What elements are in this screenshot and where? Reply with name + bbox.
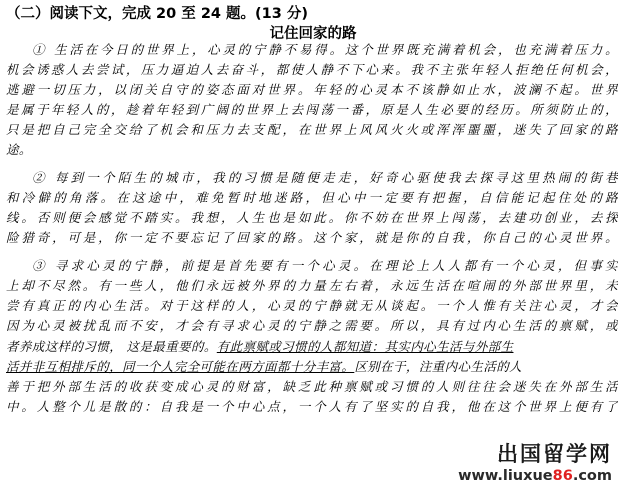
text-line: 机会诱惑人去尝试，压力逼迫人去奋斗，都使人静不下心来。我不主张年轻人拒绝任何机会，: [6, 62, 618, 77]
text-line: 尝有真正的内心生活。对于这样的人，心灵的宁静就无从谈起。一个人惟有关注心灵，才会: [6, 298, 618, 313]
text-line: [6, 338, 618, 356]
text-line: 善于把外部生活的收获变成心灵的财富，缺乏此种禀赋或习惯的人则往往会迷失在外部生活: [6, 379, 618, 394]
text-segment: 区别在于，注重内心生活的人: [354, 359, 523, 374]
underlined-sentence: 有此禀赋或习惯的人都知道：其实内心生活与外部生: [216, 339, 514, 354]
text-line: 逃避一切压力，以闭关自守的姿态面对世界。年轻的心灵本不该静如止水，波澜不起。世界: [6, 82, 618, 97]
text-line: ① 生活在今日的世界上，心灵的宁静不易得。这个世界既充满着机会，也充满着压力。: [32, 42, 618, 57]
text-line: ③ 寻求心灵的宁静，前提是首先要有一个心灵。在理论上人人都有一个心灵，但事实: [32, 258, 618, 273]
text-line: 线。否则便会感觉不踏实。我想，人生也是如此。你不妨在世界上闯荡，去建功创业，去探: [6, 210, 618, 225]
text-segment: 者养成这样的习惯， 这是最重要的。: [6, 339, 217, 354]
site-watermark: [442, 438, 612, 484]
text-line: 险猎奇，可是，你一定不要忘记了回家的路。这个家，就是你的自我，你自己的心灵世界。: [6, 230, 618, 245]
text-line: 是属于年轻人的，趁着年轻到广阔的世界上去闯荡一番，原是人生必要的经历。所须防止的，: [6, 102, 618, 117]
text-line: 和冷僻的角落。在这途中，难免暂时地迷路，但心中一定要有把握，自信能记起住处的路: [6, 190, 618, 205]
watermark-site-name: 出国留学网: [497, 442, 612, 466]
text-line: ② 每到一个陌生的城市，我的习惯是随便走走，好奇心驱使我去探寻这里热闹的街巷: [32, 170, 618, 185]
text-line: 途。: [6, 142, 32, 157]
question-heading: （二）阅读下文，完成 20 至 24 题。(13 分): [6, 6, 309, 22]
text-line: 上却不尽然。有一些人，他们永远被外界的力量左右着，永远生活在喧闹的外部世界里，未: [6, 278, 618, 293]
text-line: [6, 358, 618, 376]
text-line: 中。人整个儿是散的：自我是一个中心点，一个人有了坚实的自我，他在这个世界上便有了: [6, 399, 618, 414]
article-title: 记住回家的路: [269, 26, 357, 42]
text-line: 因为心灵被扰乱而不安，才会有寻求心灵的宁静之需要。所以，具有过内心生活的禀赋，或: [6, 318, 618, 333]
watermark-url: www.liuxue86.com: [458, 468, 612, 484]
text-line: 只是把自己完全交给了机会和压力去支配，在世界上风风火火或浑浑噩噩，迷失了回家的路: [6, 122, 618, 137]
underlined-sentence: 活并非互相排斥的，同一个人完全可能在两方面都十分丰富。: [6, 359, 355, 374]
